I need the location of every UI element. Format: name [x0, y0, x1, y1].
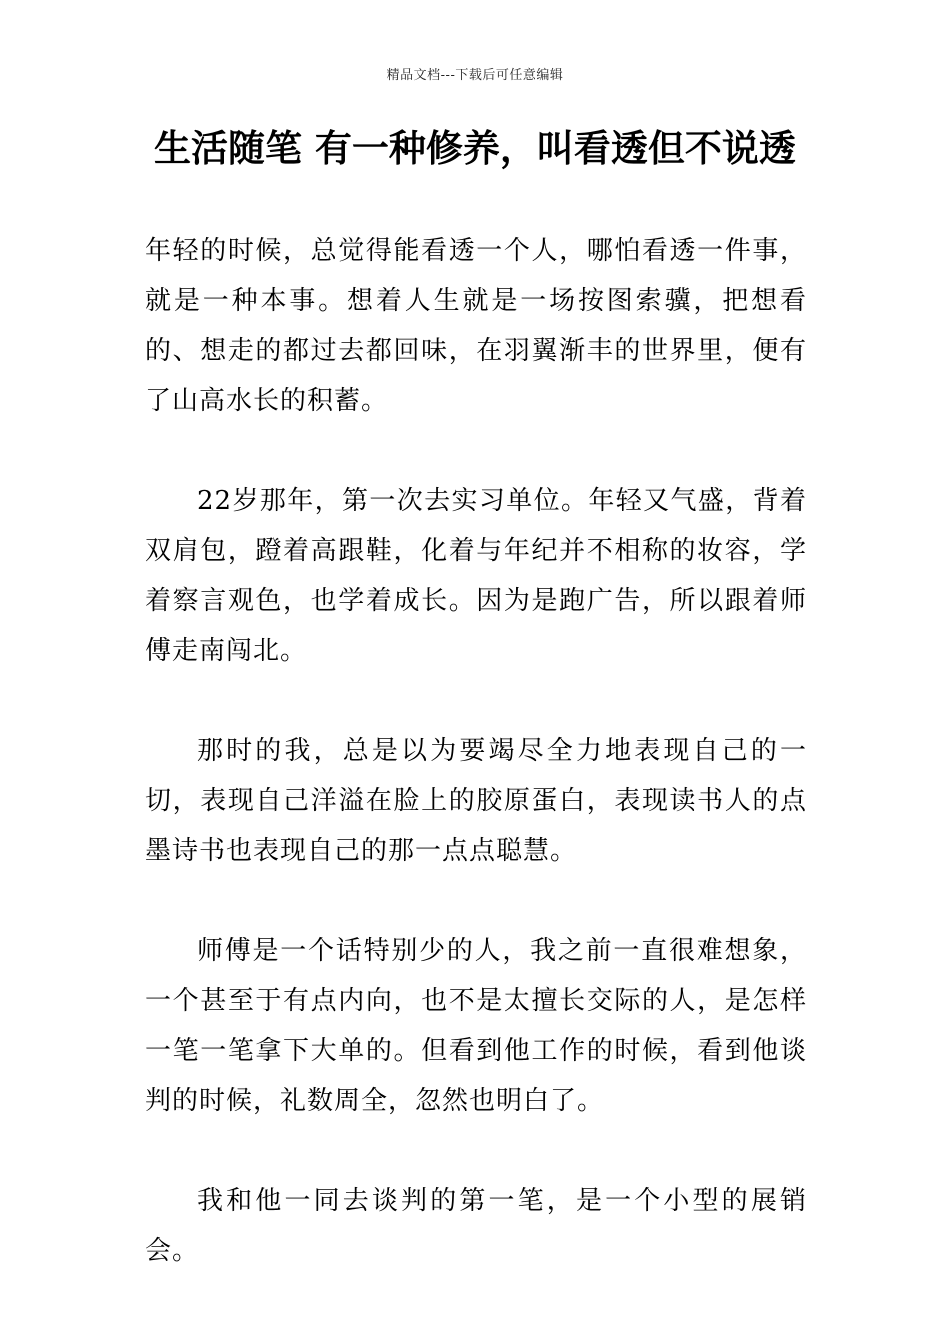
header-note: 精品文档---下载后可任意编辑	[386, 68, 564, 83]
paragraph: 师傅是一个话特别少的人，我之前一直很难想象，一个甚至于有点内向，也不是太擅长交际的人，是怎样一笔一笔拿下大单的。但看到他工作的时候，看到他谈判的时候，礼数周全，忽然也明白了。	[145, 936, 807, 1116]
paragraph: 22岁那年，第一次去实习单位。年轻又气盛，背着双肩包，蹬着高跟鞋，化着与年纪并不相称的妆容，学着察言观色，也学着成长。因为是跑广告，所以跟着师傅走南闯北。	[145, 486, 807, 666]
paragraph: 年轻的时候，总觉得能看透一个人，哪怕看透一件事，就是一种本事。想着人生就是一场按图索骥，把想看的、想走的都过去都回味，在羽翼渐丰的世界里，便有了山高水长的积蓄。	[145, 236, 807, 416]
document-title: 生活随笔 有一种修养，叫看透但不说透	[154, 127, 796, 170]
paragraph: 我和他一同去谈判的第一笔，是一个小型的展销会。	[145, 1186, 807, 1266]
document-body	[145, 226, 807, 1326]
paragraph: 那时的我，总是以为要竭尽全力地表现自己的一切，表现自己洋溢在脸上的胶原蛋白，表现读书人的点墨诗书也表现自己的那一点点聪慧。	[145, 736, 807, 866]
